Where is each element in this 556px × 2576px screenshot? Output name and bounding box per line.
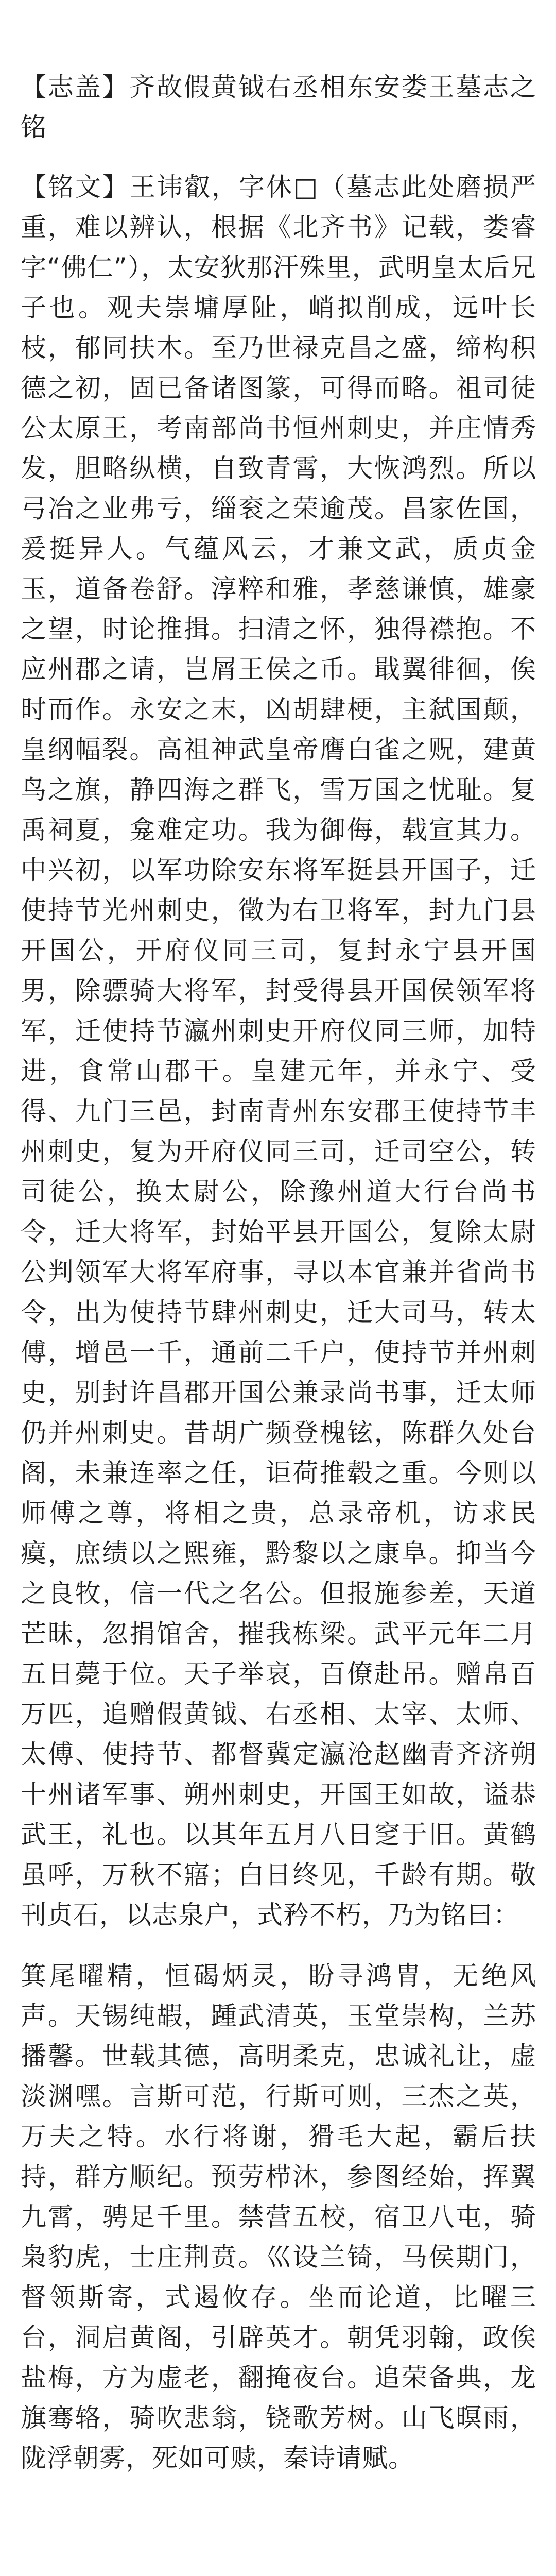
epitaph-cover-title: 【志盖】齐故假黄钺右丞相东安娄王墓志之铭 (21, 72, 536, 142)
epitaph-main-text: 【铭文】王讳叡，字休□（墓志此处磨损严重，难以辨认，根据《北齐书》记载，娄睿字“佛仁”），太安狄那汗殊里，武明皇太后兄子也。观夫崇墉厚阯，峭拟削成，远叶长枝，郁同扶木。至乃世禄克昌之盛，缔构积德之初，固已备诸图篆，可得而略。祖司徒公太原王，考南部尚书恒州刺史，并庄情秀发，胆略纵横，自致青霄，大恢鸿烈。所以弓冶之业弗亏，缁衮之荣逾茂。昌家佐国，爰挺异人。气蕴风云，才兼文武，质贞金玉，道备卷舒。淳粹和雅，孝慈谦慎，雄豪之望，时论推揖。扫清之怀，独得襟抱。不应州郡之请，岂屑王侯之币。戢翼徘徊，俟时而作。永安之末，凶胡肆梗，主弑国颠，皇纲幅裂。高祖神武皇帝膺白雀之贶，建黄鸟之旗，静四海之群飞，雪万国之忧耻。复禹祠夏，龛难定功。我为御侮，载宣其力。中兴初，以军功除安东将军挺县开国子，迁使持节光州刺史，徵为右卫将军，封九门县开国公，开府仪同三司，复封永宁县开国男，除骠骑大将军，封受得县开国侯领军将军，迁使持节瀛州刺史开府仪同三师，加特进，食常山郡干。皇建元年，并永宁、受得、九门三邑，封南青州东安郡王使持节丰州刺史，复为开府仪同三司，迁司空公，转司徒公，换太尉公，除豫州道大行台尚书令，迁大将军，封始平县开国公，复除太尉公判领军大将军府事，寻以本官兼并省尚书令，出为使持节肆州刺史，迁大司马，转太傅，增邑一千，通前二千户，使持节并州刺史，别封许昌郡开国公兼录尚书事，迁太师仍并州刺史。昔胡广频登槐铉，陈群久处台阁，未兼连率之任，讵荷推毂之重。今则以师傅之尊，将相之贵，总录帝机，访求民瘼，庶绩以之熙雍，黔黎以之康阜。抑当今之良牧，信一代之名公。但报施参差，天道芒昧，忽捐馆舍，摧我栋梁。武平元年二月五日薨于位。天子举哀，百僚赴吊。赠帛百万匹，追赠假黄钺、右丞相、太宰、太师、太傅、使持节、都督冀定瀛沧赵幽青齐济朔十州诸军事、朔州刺史，开国王如故，谥恭武王，礼也。以其年五月八日窆于旧。黄鹤虽呼，万秋不寤；白日终见，千龄有期。敬刊贞石，以志泉户，式矜不朽，乃为铭曰： (21, 172, 536, 1930)
epitaph-verse: 箕尾曜精，恒碣炳灵，盼寻鸿胄，无绝风声。天锡纯嘏，踵武清英，玉堂崇构，兰苏播馨。世载其德，高明柔克，忠诚礼让，虚淡渊嘿。言斯可范，行斯可则，三杰之英，万夫之特。水行将谢，猾毛大起，霸后扶持，群方顺纪。预劳栉沐，参图经始，挥翼九霄，骋足千里。禁营五校，宿卫八屯，骑枭豹虎，士庄荆贲。巛设兰锜，马侯期门，督领斯寄，式遏攸存。坐而论道，比曜三台，洞启黄阁，引辟英才。朝凭羽翰，政俟盐梅，方为虚老，翻掩夜台。追荣备典，龙旗骞辂，骑吹悲翁，铙歌芳树。山飞暝雨，陇浮朝雾，死如可赎，秦诗请赋。 (21, 1961, 536, 2473)
